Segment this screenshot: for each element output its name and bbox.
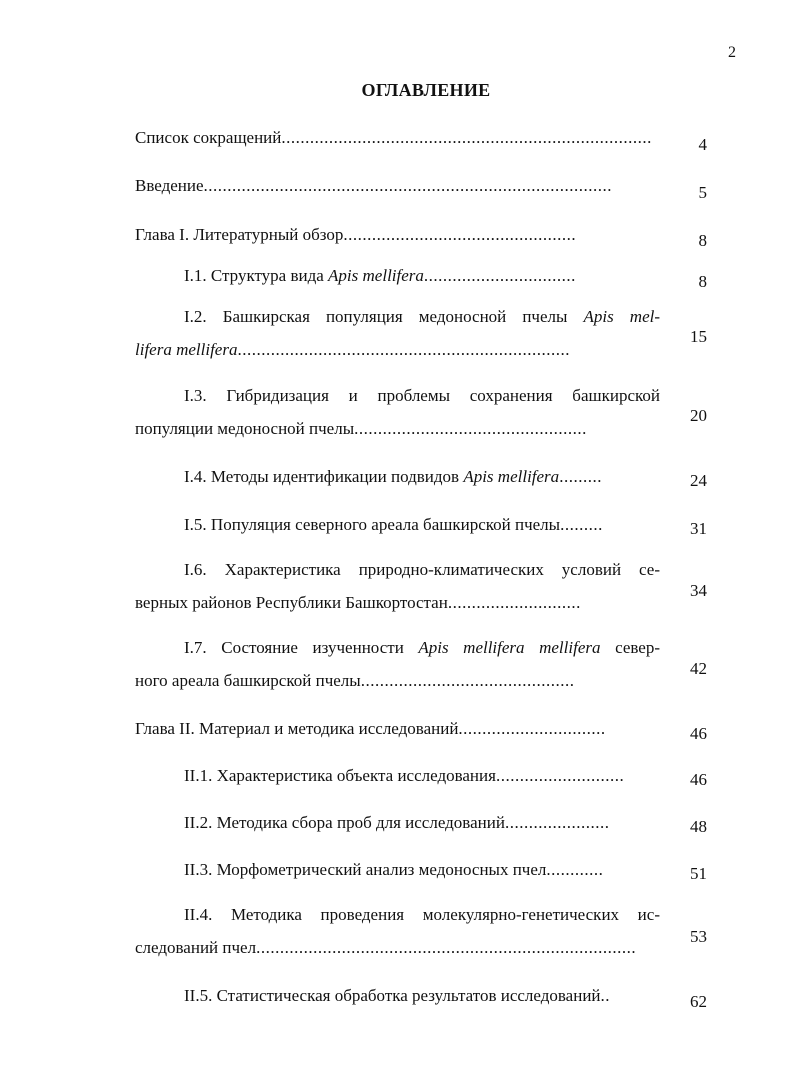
toc-entry — [135, 176, 715, 200]
entry-text-part: II.1. Характеристика объекта исследования — [184, 766, 496, 785]
entry-page-number: 46 — [690, 770, 707, 789]
entry-line — [135, 938, 660, 958]
toc-entry — [135, 719, 715, 743]
entry-text-part: популяции медоносной пчелы — [135, 419, 355, 438]
leader-dots: ...................................................................................... — [203, 176, 613, 195]
entry-italic-part: Apis mellifera mellifera — [418, 638, 601, 657]
toc-entry — [135, 467, 715, 491]
entry-page-number: 8 — [698, 272, 707, 291]
entry-italic-part: Apis mellifera — [328, 266, 424, 285]
leader-dots: ............................................. — [360, 671, 575, 690]
entry-page-number: 42 — [690, 659, 707, 678]
entry-line — [184, 386, 660, 406]
entry-page-number: 20 — [690, 406, 707, 425]
leader-dots: ................................................. — [343, 225, 577, 244]
entry-italic-part: lifera mellifera — [135, 340, 238, 359]
entry-text-part: II.2. Методика сбора проб для исследований — [184, 813, 505, 832]
entry-page-number: 62 — [690, 992, 707, 1011]
entry-page-number: 34 — [690, 581, 707, 600]
entry-text-part: II.5. Статистическая обработка результатов исследований — [184, 986, 601, 1005]
toc-entry — [135, 515, 715, 539]
toc-entry — [135, 813, 715, 837]
leader-dots: ........................... — [495, 766, 625, 785]
entry-page-number: 48 — [690, 817, 707, 836]
leader-dots: ................................ — [423, 266, 576, 285]
entry-text-part: I.7. Состояние изученности — [184, 638, 419, 657]
toc-title: ОГЛАВЛЕНИЕ — [361, 80, 491, 100]
entry-line — [135, 340, 660, 360]
entry-text-part: I.5. Популяция северного ареала башкирской пчелы — [184, 515, 561, 534]
entry-page-number: 24 — [690, 471, 707, 490]
toc-entry — [135, 905, 715, 962]
leader-dots: ...................................................................... — [237, 340, 570, 359]
leader-dots: ................................................................................ — [256, 938, 637, 957]
entry-page-number: 5 — [698, 183, 707, 202]
entry-line — [184, 515, 660, 535]
leader-dots: ......... — [559, 467, 602, 486]
entry-line — [135, 176, 660, 196]
leader-dots: ...................... — [504, 813, 610, 832]
entry-line — [184, 813, 660, 833]
toc-entry — [135, 560, 715, 617]
toc-entry — [135, 307, 715, 364]
entry-text-part: следований пчел — [135, 938, 257, 957]
entry-line — [184, 266, 660, 286]
entry-line — [184, 467, 660, 487]
entry-page-number: 4 — [698, 135, 707, 154]
entry-line — [135, 671, 660, 691]
toc-entry — [135, 386, 715, 443]
leader-dots: ............................... — [458, 719, 606, 738]
entry-text-part: верных районов Республики Башкортостан — [135, 593, 448, 612]
entry-text-part: I.4. Методы идентификации подвидов — [184, 467, 464, 486]
entry-page-number: 51 — [690, 864, 707, 883]
leader-dots: ............................ — [447, 593, 581, 612]
entry-italic-part: Apis mellifera — [463, 467, 560, 486]
entry-line — [184, 560, 660, 580]
entry-text-part: I.1. Структура вида — [184, 266, 329, 285]
entry-text-part: II.3. Морфометрический анализ медоносных пчел — [184, 860, 547, 879]
entry-line — [135, 225, 660, 245]
entry-line — [135, 419, 660, 439]
entry-italic-part: Apis mel- — [583, 307, 660, 326]
entry-text-part: I.3. Гибридизация и проблемы сохранения башкирской — [184, 386, 660, 405]
entry-page-number: 31 — [690, 519, 707, 538]
leader-dots: .. — [600, 986, 611, 1005]
entry-text-part: Введение — [135, 176, 204, 195]
entry-text-part: Глава I. Литературный обзор — [135, 225, 344, 244]
entry-line — [135, 719, 660, 739]
entry-text-part: Список сокращений — [135, 128, 282, 147]
leader-dots: ......... — [560, 515, 603, 534]
entry-text-part: I.6. Характеристика природно-климатических условий се- — [184, 560, 660, 579]
entry-text-part: ного ареала башкирской пчелы — [135, 671, 361, 690]
entry-text-part: II.4. Методика проведения молекулярно-генетических ис- — [184, 905, 660, 924]
toc-entry — [135, 766, 715, 790]
toc-entry — [135, 986, 715, 1010]
entry-line — [184, 905, 660, 925]
entry-line — [135, 128, 660, 148]
entry-line — [184, 860, 660, 880]
entry-page-number: 46 — [690, 724, 707, 743]
entry-line — [135, 593, 660, 613]
toc-entry — [135, 860, 715, 884]
toc-entry — [135, 128, 715, 152]
entry-page-number: 53 — [690, 927, 707, 946]
entry-line — [184, 766, 660, 786]
entry-text-part: север- — [600, 638, 660, 657]
leader-dots: .............................................................................. — [281, 128, 652, 147]
entry-page-number: 15 — [690, 327, 707, 346]
entry-line — [184, 307, 660, 327]
leader-dots: ............ — [546, 860, 604, 879]
toc-entry — [135, 225, 715, 249]
entry-text-part: I.2. Башкирская популяция медоносной пчелы — [184, 307, 584, 326]
toc-entry — [135, 638, 715, 695]
entry-page-number: 8 — [698, 231, 707, 250]
entry-line — [184, 638, 660, 658]
entry-text-part: Глава II. Материал и методика исследований — [135, 719, 459, 738]
toc-entry — [135, 266, 715, 290]
page-number: 2 — [728, 44, 736, 61]
entry-line — [184, 986, 660, 1006]
leader-dots: ................................................. — [354, 419, 587, 438]
